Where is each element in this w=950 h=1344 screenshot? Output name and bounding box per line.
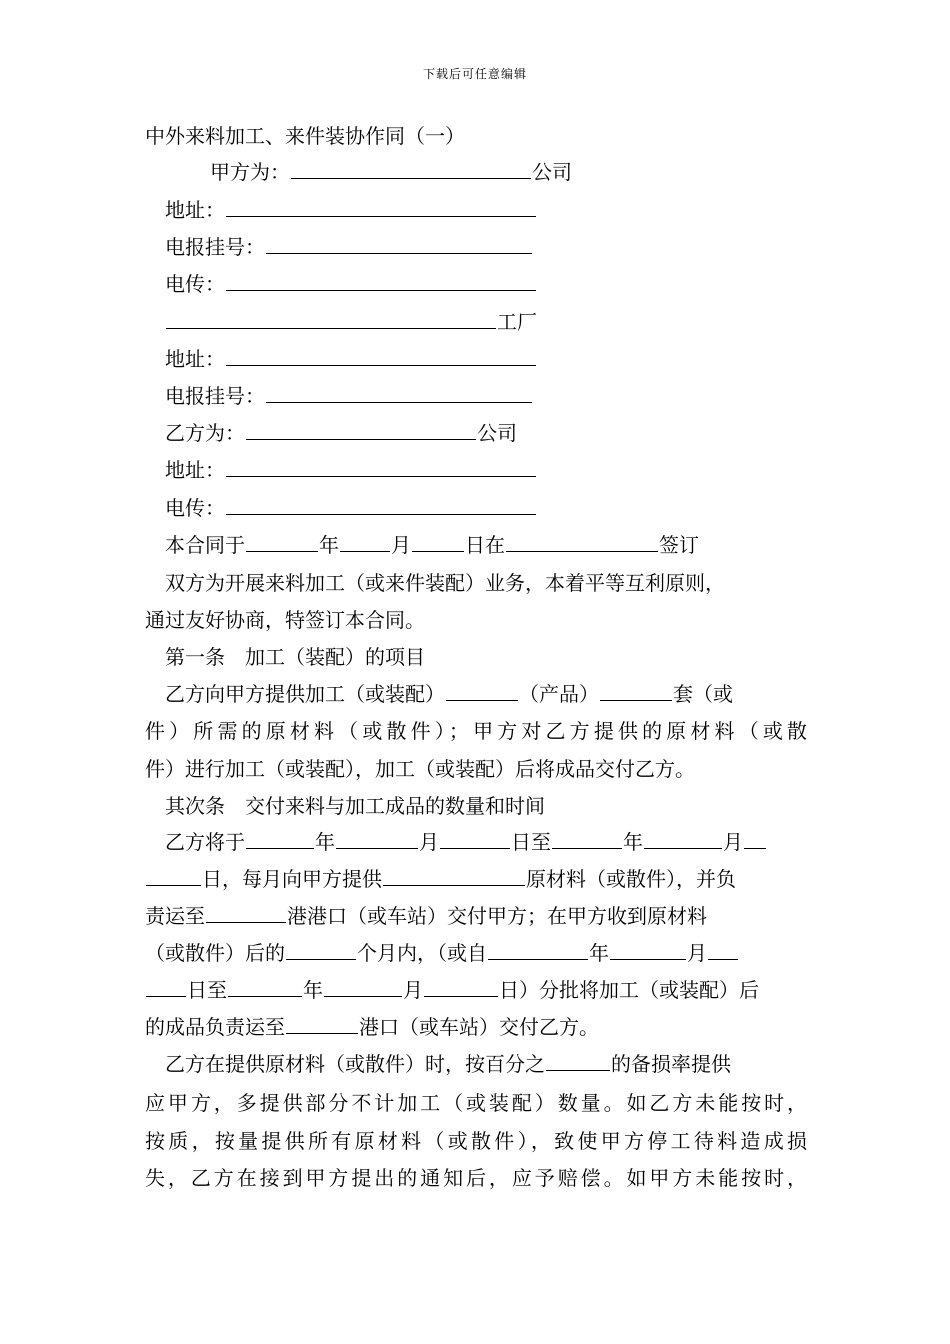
signing-line [165,532,699,558]
article-1-text-a: 乙方向甲方提供加工（或装配） [165,682,445,706]
party-a-name-blank[interactable] [291,160,531,179]
article-2-text-l: 日）分批将加工（或装配）后 [499,978,759,1002]
article-1-text-c: 套（或 [673,682,733,706]
delivery-port-blank[interactable] [206,904,286,923]
party-b-line [165,420,517,446]
party-a-address-label: 地址： [165,198,225,222]
article-2-para2-line-3: 按质，按量提供所有原材料（或散件），致使甲方停工待料造成损 [145,1129,807,1153]
factory-line [165,309,537,335]
article-2-line-5 [145,977,759,1003]
article-2-text-n: 港口（或车站）交付乙方。 [359,1015,599,1039]
party-b-address-label: 地址： [165,458,225,482]
article-2-text-g: 责运至 [145,904,205,928]
signing-year-blank[interactable] [246,533,318,552]
party-a-cable-line [165,234,533,260]
article-2-line-2 [145,866,736,892]
factory-cable-label: 电报挂号： [165,384,265,408]
year-label: 年 [303,978,323,1002]
article-2-para2-line-4: 失，乙方在接到甲方提出的通知后，应予赔偿。如甲方未能按时， [145,1166,807,1190]
signing-day-blank[interactable] [412,533,464,552]
supply-start-month-blank[interactable] [336,830,418,849]
contract-title: 中外来料加工、来件装协作同（一） [145,124,465,148]
batch-start-day-blank[interactable] [708,941,738,960]
party-b-suffix: 公司 [477,421,517,445]
article-2-text-m: 的成品负责运至 [145,1015,285,1039]
article-2-text-j: 个月内，（或自 [357,941,487,965]
party-b-fax-blank[interactable] [226,496,536,515]
party-a-line [210,159,572,185]
article-2-line-6 [145,1014,599,1040]
supply-end-month-blank[interactable] [644,830,722,849]
party-b-fax-label: 电传： [165,496,225,520]
factory-address-blank[interactable] [226,347,536,366]
party-b-label: 乙方为： [165,421,245,445]
article-2-text-o: 乙方在提供原材料（或散件）时，按百分之 [165,1052,545,1076]
article-1-line-3: 件）进行加工（或装配），加工（或装配）后将成品交付乙方。 [145,757,695,781]
loss-rate-blank[interactable] [546,1052,610,1071]
month-label: 月 [419,830,439,854]
party-a-address-blank[interactable] [226,198,536,217]
signing-place-blank[interactable] [506,533,658,552]
signing-prefix: 本合同于 [165,533,245,557]
intro-line-1: 双方为开展来料加工（或来件装配）业务，本着平等互利原则， [165,571,725,595]
supply-end-day-blank-cont[interactable] [146,867,201,886]
party-b-address-blank[interactable] [226,458,536,477]
factory-address-label: 地址： [165,347,225,371]
product-qty-blank[interactable] [600,682,672,701]
year-label: 年 [315,830,335,854]
party-a-cable-blank[interactable] [266,235,532,254]
months-blank[interactable] [286,941,356,960]
factory-name-blank[interactable] [166,310,496,329]
article-2-text-p: 的备损率提供 [611,1052,731,1076]
article-2-text-f: 原材料（或散件），并负 [526,867,736,891]
signing-day-label: 日在 [465,533,505,557]
party-a-label: 甲方为： [210,160,290,184]
return-port-blank[interactable] [286,1015,358,1034]
article-1-heading: 第一条 加工（装配）的项目 [165,645,425,669]
supply-end-year-blank[interactable] [552,830,622,849]
article-2-line-3 [145,903,707,929]
party-b-name-blank[interactable] [246,421,476,440]
material-amount-blank[interactable] [383,867,525,886]
supply-start-year-blank[interactable] [246,830,314,849]
article-2-text-a: 乙方将于 [165,830,245,854]
article-2-heading: 其次条 交付来料与加工成品的数量和时间 [165,794,545,818]
intro-line-2: 通过友好协商，特签订本合同。 [145,608,425,632]
batch-start-month-blank[interactable] [610,941,686,960]
party-a-fax-line [165,271,537,297]
party-a-address-line [165,197,537,223]
party-a-suffix: 公司 [532,160,572,184]
factory-suffix: 工厂 [497,310,537,334]
article-2-text-e: 日，每月向甲方提供 [202,867,382,891]
article-2-para2-line-1 [165,1051,731,1077]
party-a-fax-label: 电传： [165,272,225,296]
party-b-address-line [165,457,537,483]
article-2-text-k: 日至 [187,978,227,1002]
party-a-fax-blank[interactable] [226,272,536,291]
party-a-cable-label: 电报挂号： [165,235,265,259]
signing-month-blank[interactable] [340,533,390,552]
factory-cable-line [165,383,533,409]
batch-start-day-blank-cont[interactable] [146,978,186,997]
signing-suffix: 签订 [659,533,699,557]
supply-start-day-blank[interactable] [440,830,510,849]
product-name-blank[interactable] [446,682,518,701]
factory-address-line [165,346,537,372]
factory-cable-blank[interactable] [266,384,532,403]
supply-end-day-blank[interactable] [744,830,766,849]
article-2-line-1 [165,829,767,855]
year-label: 年 [623,830,643,854]
month-label: 月 [687,941,707,965]
month-label: 月 [723,830,743,854]
article-2-text-d: 日至 [511,830,551,854]
batch-end-month-blank[interactable] [324,978,402,997]
batch-end-year-blank[interactable] [228,978,302,997]
article-1-text-b: （产品） [519,682,599,706]
article-2-text-h: 港港口（或车站）交付甲方；在甲方收到原材料 [287,904,707,928]
party-b-fax-line [165,495,537,521]
signing-month-label: 月 [391,533,411,557]
article-1-line-1 [165,681,733,707]
batch-end-day-blank[interactable] [424,978,498,997]
article-1-line-2: 件）所需的原材料（或散件）；甲方对乙方提供的原材料（或散 [145,719,807,743]
batch-start-year-blank[interactable] [488,941,588,960]
year-label: 年 [589,941,609,965]
page-header: 下载后可任意编辑 [422,67,527,81]
article-2-line-4 [145,940,739,966]
signing-year-label: 年 [319,533,339,557]
article-2-para2-line-2: 应甲方，多提供部分不计加工（或装配）数量。如乙方未能按时， [145,1091,807,1115]
article-2-text-i: （或散件）后的 [145,941,285,965]
month-label: 月 [403,978,423,1002]
